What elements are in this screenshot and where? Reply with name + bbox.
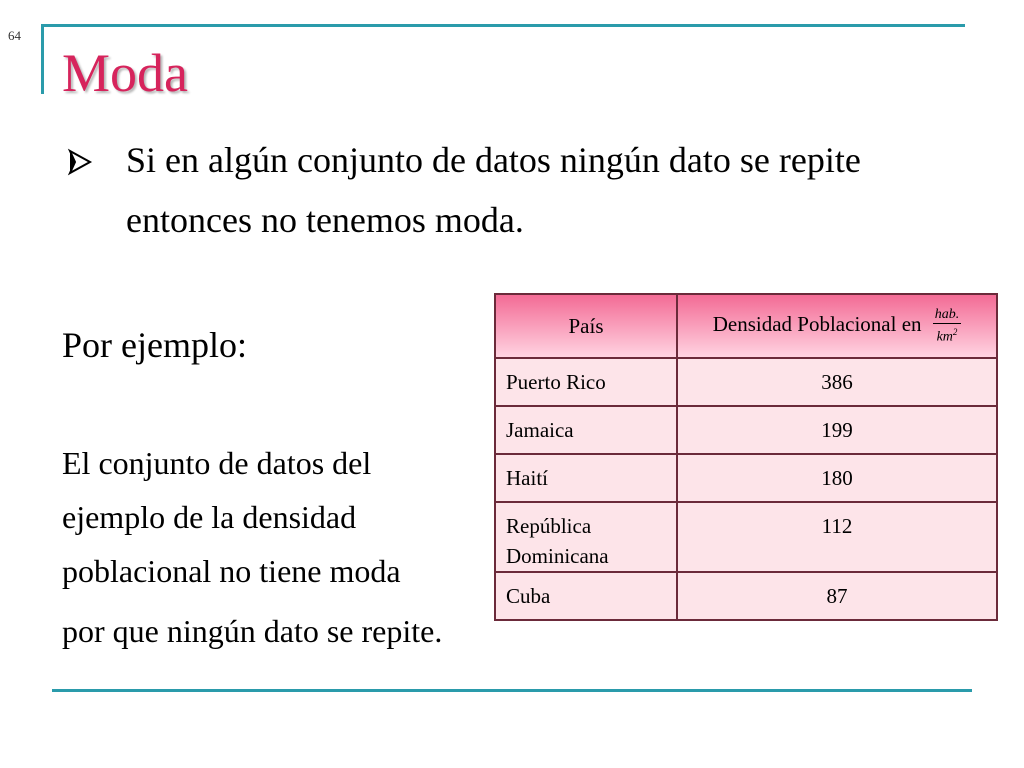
table-row	[495, 572, 997, 620]
density-cell: 87	[677, 572, 997, 620]
density-cell: 180	[677, 454, 997, 502]
table-row	[495, 406, 997, 454]
explanation-paragraph: El conjunto de datos del ejemplo de la densidad poblacional no tiene moda	[62, 445, 401, 589]
left-divider	[41, 24, 44, 94]
country-cell: Puerto Rico	[495, 358, 677, 406]
density-cell: 199	[677, 406, 997, 454]
bottom-divider	[52, 689, 972, 692]
density-cell: 386	[677, 358, 997, 406]
table-header-row	[495, 294, 997, 358]
slide-number: 64	[8, 28, 21, 43]
header-density-label: Densidad Poblacional en	[712, 311, 922, 336]
header-country: País	[495, 294, 677, 358]
unit-denominator-text: km	[936, 329, 953, 345]
bullet-text: Si en algún conjunto de datos ningún dato se repite entonces no tenemos moda.	[126, 140, 861, 240]
table-row	[495, 454, 997, 502]
unit-denominator	[933, 324, 962, 346]
table-row	[495, 358, 997, 406]
country-cell: Jamaica	[495, 406, 677, 454]
top-divider	[44, 24, 965, 27]
arrow-bullet-icon	[66, 148, 94, 176]
unit-exponent: 2	[952, 326, 958, 337]
density-table	[494, 293, 998, 621]
country-cell: Haití	[495, 454, 677, 502]
header-density	[677, 294, 997, 358]
country-cell: Cuba	[495, 572, 677, 620]
example-label: Por ejemplo:	[62, 325, 247, 365]
table-row	[495, 502, 997, 572]
country-cell: República Dominicana	[495, 502, 677, 572]
slide-title: Moda	[62, 43, 188, 103]
explanation-paragraph-end: por que ningún dato se repite.	[62, 613, 443, 649]
density-unit	[933, 307, 962, 346]
density-cell: 112	[677, 502, 997, 572]
unit-numerator: hab.	[934, 306, 960, 322]
